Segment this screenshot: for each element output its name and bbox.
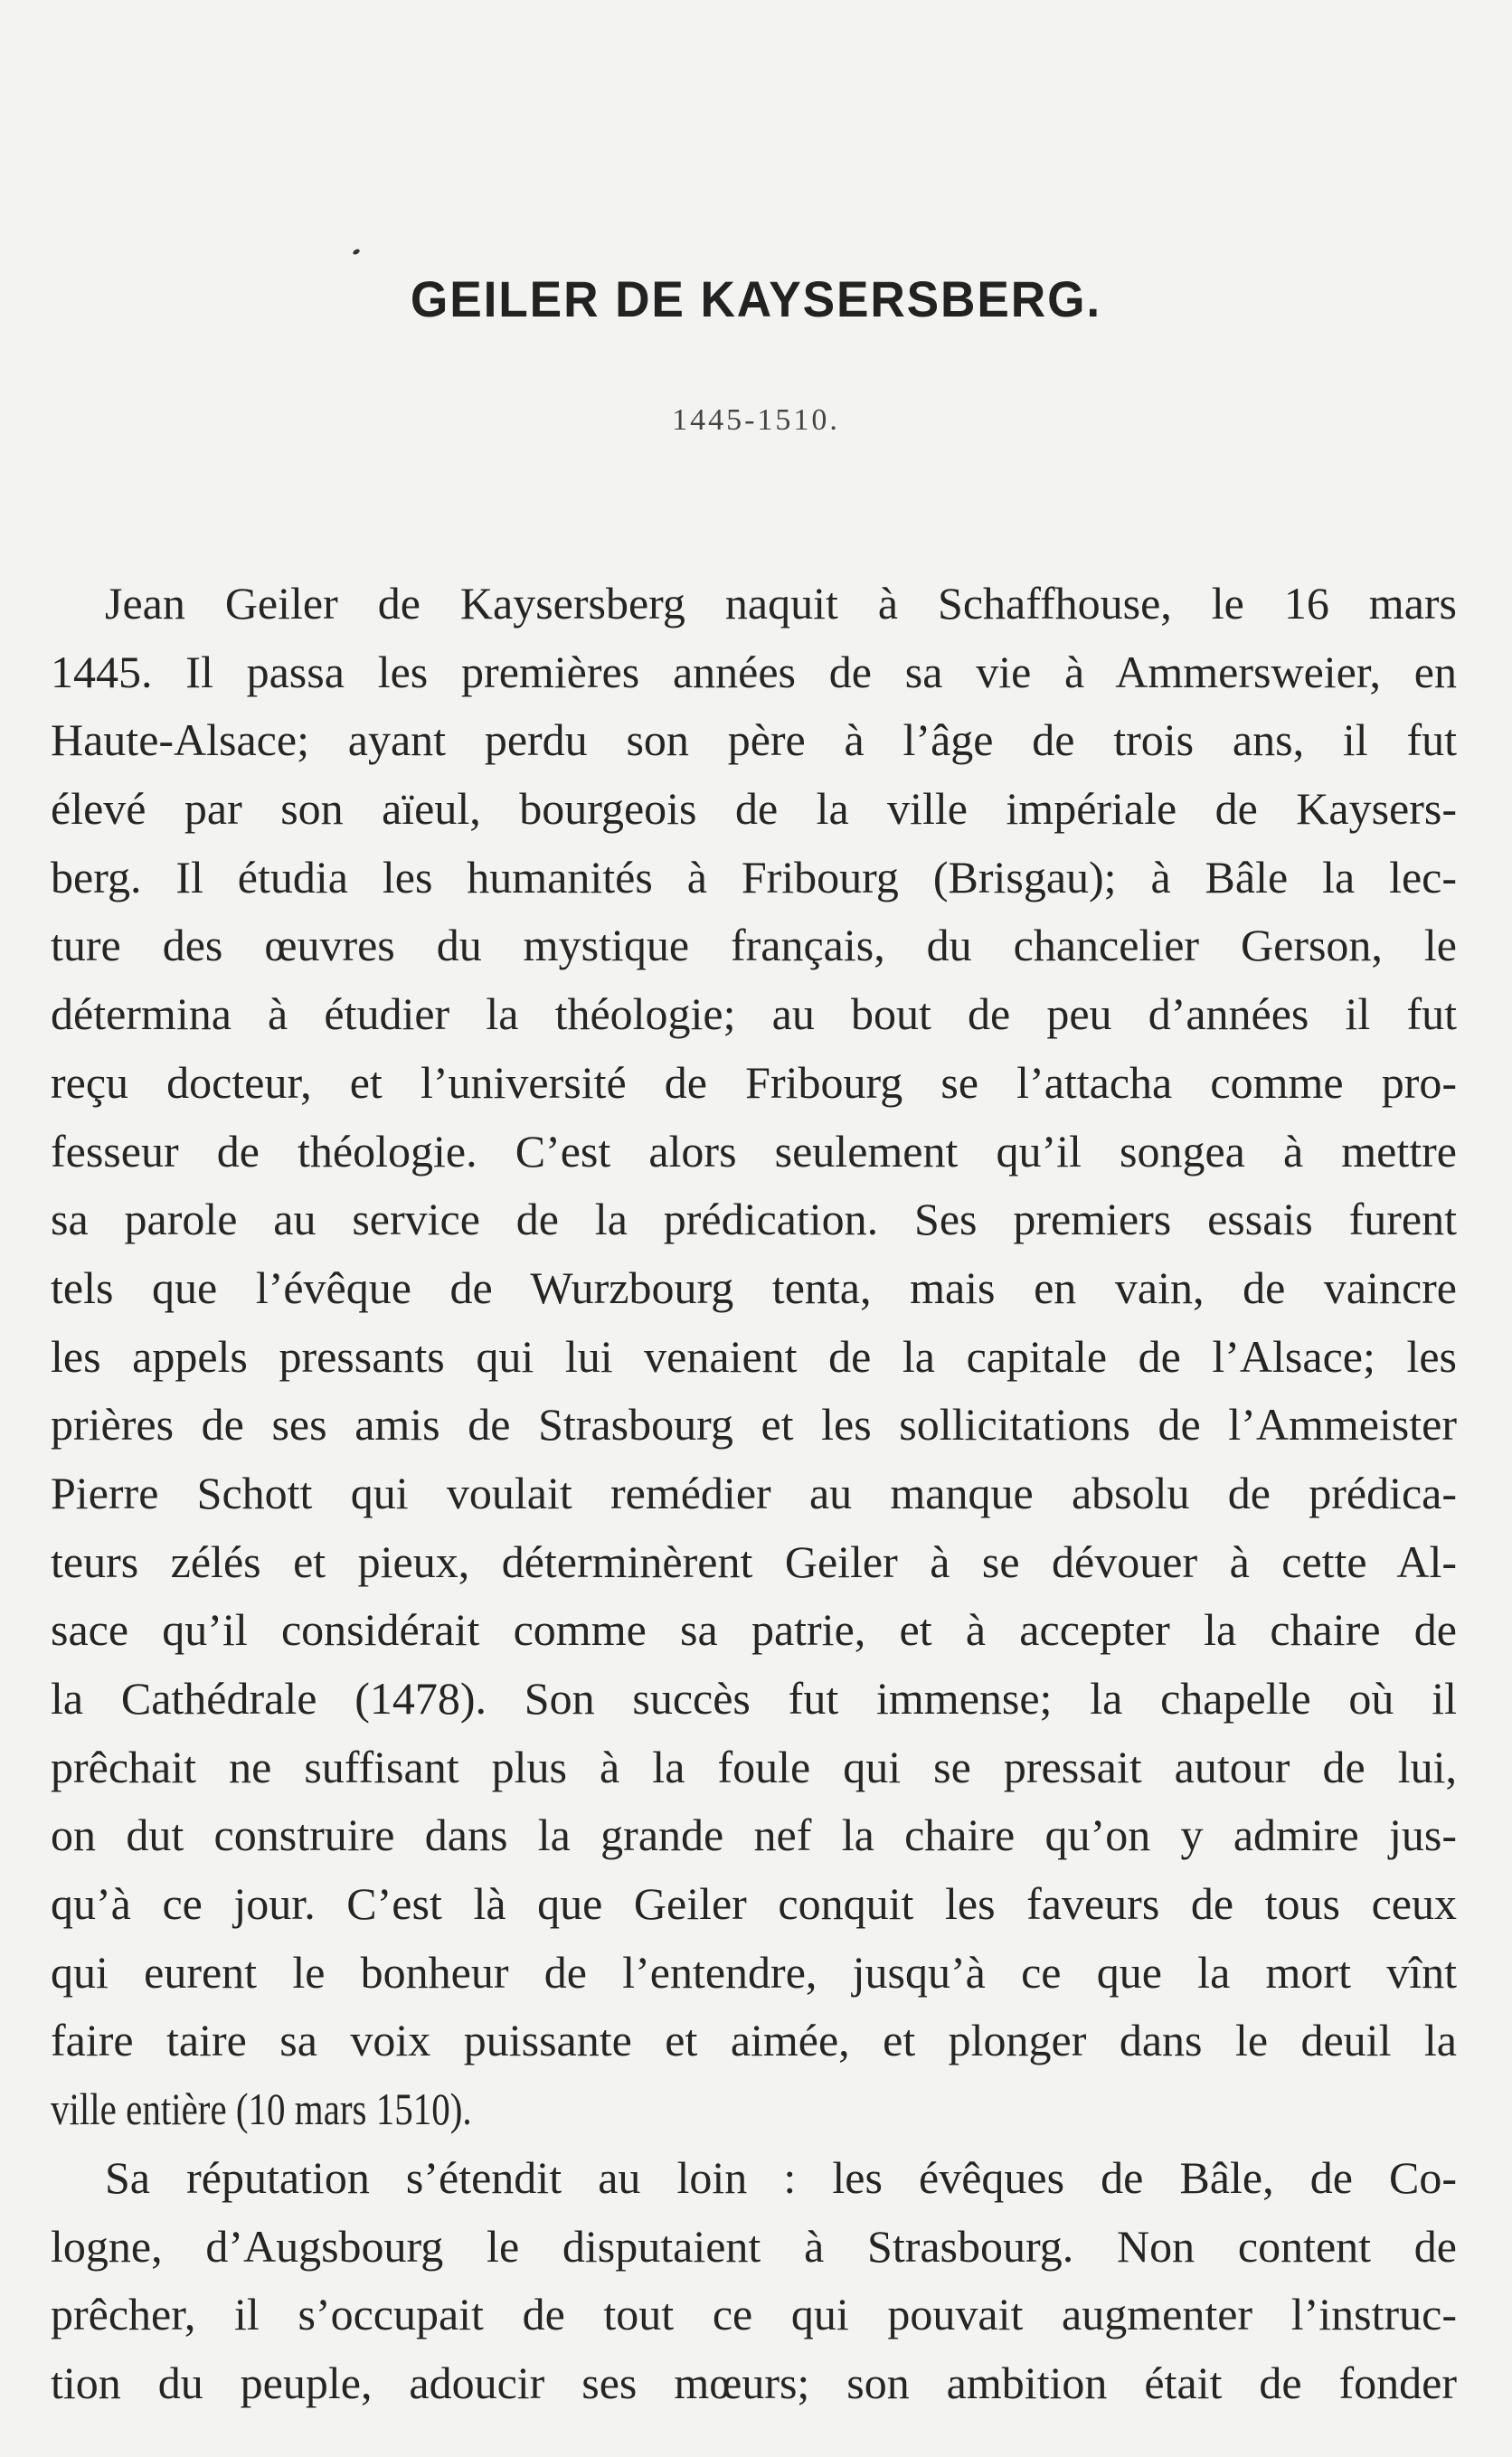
text-line: la Cathédrale (1478). Son succès fut immense; la chapelle où il [51,1673,1457,1724]
text-line: prêchait ne suffisant plus à la foule qui se pressait autour de lui, [51,1741,1457,1792]
text-line: prêcher, il s’occupait de tout ce qui pouvait augmenter l’instruc- [51,2289,1457,2340]
text-line: prières de ses amis de Strasbourg et les sollicitations de l’Ammeister [51,1399,1457,1451]
life-dates: 1445-1510. [672,403,840,437]
ink-speck [352,248,360,255]
text-line: faire taire sa voix puissante et aimée, et plonger dans le deuil la [51,2015,1457,2066]
text-line: berg. Il étudia les humanités à Fribourg (Brisgau); à Bâle la lec- [51,851,1457,902]
page-title: GEILER DE KAYSERSBERG. [410,270,1102,327]
text-line: Haute-Alsace; ayant perdu son père à l’âge de trois ans, il fut [51,714,1457,766]
text-line: logne, d’Augsbourg le disputaient à Strasbourg. Non content de [51,2220,1457,2272]
text-line: reçu docteur, et l’université de Fribourg se l’attacha comme pro- [51,1056,1457,1108]
body-text [51,570,1457,2418]
text-line: on dut construire dans la grande nef la chaire qu’on y admire jus- [51,1810,1457,1861]
text-line: ville entière (10 mars 1510). [51,2084,472,2135]
text-line: 1445. Il passa les premières années de sa vie à Ammersweier, en [51,646,1457,697]
text-line: sa parole au service de la prédication. Ses premiers essais furent [51,1194,1457,1245]
text-line: Jean Geiler de Kaysersberg naquit à Schaffhouse, le 16 mars [105,578,1457,628]
text-line: ture des œuvres du mystique français, du chancelier Gerson, le [51,920,1457,971]
text-line: les appels pressants qui lui venaient de la capitale de l’Alsace; les [51,1330,1457,1382]
text-line: tels que l’évêque de Wurzbourg tenta, mais en vain, de vaincre [51,1262,1457,1313]
paragraph-2 [51,2144,1457,2418]
text-line: fesseur de théologie. C’est alors seulement qu’il songea à mettre [51,1125,1457,1177]
text-line: Pierre Schott qui voulait remédier au manque absolu de prédica- [51,1467,1457,1518]
text-line: tion du peuple, adoucir ses mœurs; son ambition était de fonder [51,2357,1457,2408]
text-line: Sa réputation s’étendit au loin : les évêques de Bâle, de Co- [105,2151,1457,2203]
text-line: élevé par son aïeul, bourgeois de la ville impériale de Kaysers- [51,783,1457,835]
text-line: détermina à étudier la théologie; au bout de peu d’années il fut [51,988,1457,1040]
text-line: sace qu’il considérait comme sa patrie, et à accepter la chaire de [51,1604,1457,1656]
text-line: teurs zélés et pieux, déterminèrent Geiler à se dévouer à cette Al- [51,1536,1457,1587]
paragraph-1 [51,570,1457,2144]
text-line: qu’à ce jour. C’est là que Geiler conquit les faveurs de tous ceux [51,1878,1457,1930]
text-line: qui eurent le bonheur de l’entendre, jusqu’à ce que la mort vînt [51,1946,1457,1998]
